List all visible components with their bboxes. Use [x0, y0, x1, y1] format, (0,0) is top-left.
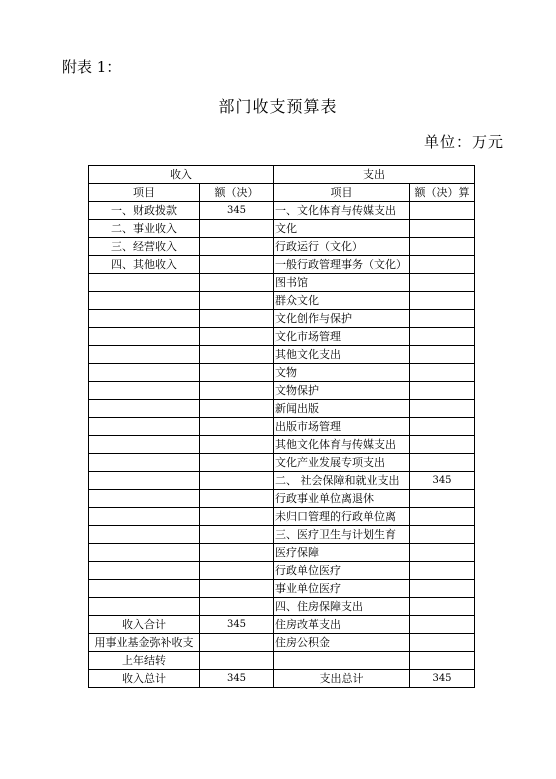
- income-item-cell: [89, 454, 200, 472]
- expense-item-cell: 文化产业发展专项支出: [274, 454, 410, 472]
- income-amount-cell: [200, 238, 274, 256]
- income-item-cell: [89, 544, 200, 562]
- expense-item-cell: 群众文化: [274, 292, 410, 310]
- table-row: [89, 472, 475, 490]
- income-item-cell: [89, 472, 200, 490]
- expense-item-cell: [274, 652, 410, 670]
- table-row: [89, 328, 475, 346]
- expense-total-amount: 345: [410, 670, 475, 688]
- income-item-cell: [89, 418, 200, 436]
- income-amount-cell: [200, 562, 274, 580]
- table-row: [89, 346, 475, 364]
- income-item-cell: [89, 382, 200, 400]
- expense-item-cell: 文化创作与保护: [274, 310, 410, 328]
- income-amount-cell: [200, 400, 274, 418]
- income-amount-cell: [200, 256, 274, 274]
- income-amount-cell: [200, 472, 274, 490]
- income-item-cell: [89, 364, 200, 382]
- totals-row: [89, 670, 475, 688]
- expense-amount-header: 额（决）算: [410, 184, 475, 202]
- expense-amount-cell: [410, 598, 475, 616]
- income-amount-cell: [200, 310, 274, 328]
- table-row: [89, 238, 475, 256]
- income-amount-cell: [200, 436, 274, 454]
- income-amount-cell: [200, 382, 274, 400]
- expense-amount-cell: [410, 616, 475, 634]
- table-row: [89, 310, 475, 328]
- expense-item-cell: 事业单位医疗: [274, 580, 410, 598]
- table-row: [89, 634, 475, 652]
- income-item-cell: [89, 598, 200, 616]
- expense-amount-cell: [410, 220, 475, 238]
- expense-amount-cell: [410, 490, 475, 508]
- expense-item-cell: 一般行政管理事务（文化）: [274, 256, 410, 274]
- expense-item-cell: 未归口管理的行政单位离: [274, 508, 410, 526]
- income-amount-header: 额（决）: [200, 184, 274, 202]
- income-amount-cell: [200, 526, 274, 544]
- table-row: [89, 418, 475, 436]
- expense-amount-cell: [410, 508, 475, 526]
- expense-item-cell: 文化市场管理: [274, 328, 410, 346]
- table-row: [89, 544, 475, 562]
- table-row: [89, 274, 475, 292]
- income-item-cell: 一、财政拨款: [89, 202, 200, 220]
- table-row: [89, 508, 475, 526]
- income-item-cell: [89, 346, 200, 364]
- expense-total-label: 支出总计: [274, 670, 410, 688]
- expense-item-cell: 二、 社会保障和就业支出: [274, 472, 410, 490]
- header-row-sections: [89, 166, 475, 184]
- expense-item-cell: 文化: [274, 220, 410, 238]
- expense-item-cell: 三、医疗卫生与计划生育: [274, 526, 410, 544]
- income-item-cell: 用事业基金弥补收支: [89, 634, 200, 652]
- income-item-cell: 收入合计: [89, 616, 200, 634]
- income-amount-cell: [200, 454, 274, 472]
- income-item-cell: 四、其他收入: [89, 256, 200, 274]
- income-amount-cell: [200, 346, 274, 364]
- table-row: [89, 454, 475, 472]
- income-item-cell: [89, 310, 200, 328]
- expense-amount-cell: [410, 328, 475, 346]
- income-item-cell: [89, 436, 200, 454]
- expense-amount-cell: [410, 310, 475, 328]
- table-row: [89, 400, 475, 418]
- expense-amount-cell: [410, 346, 475, 364]
- page-title: 部门收支预算表: [218, 97, 338, 116]
- expense-amount-cell: [410, 562, 475, 580]
- budget-table: [88, 165, 475, 688]
- income-item-cell: [89, 508, 200, 526]
- expense-item-cell: 新闻出版: [274, 400, 410, 418]
- income-item-cell: [89, 292, 200, 310]
- expense-amount-cell: [410, 238, 475, 256]
- expense-item-cell: 图书馆: [274, 274, 410, 292]
- expense-header: 支出: [274, 166, 475, 184]
- table-row: [89, 598, 475, 616]
- income-amount-cell: 345: [200, 202, 274, 220]
- expense-amount-cell: [410, 418, 475, 436]
- income-item-cell: [89, 490, 200, 508]
- table-row: [89, 292, 475, 310]
- income-amount-cell: [200, 220, 274, 238]
- expense-amount-cell: [410, 364, 475, 382]
- expense-amount-cell: [410, 400, 475, 418]
- expense-amount-cell: [410, 580, 475, 598]
- income-amount-cell: [200, 328, 274, 346]
- table-row: [89, 562, 475, 580]
- expense-item-cell: 出版市场管理: [274, 418, 410, 436]
- table-row: [89, 490, 475, 508]
- income-item-header: 项目: [89, 184, 200, 202]
- income-amount-cell: [200, 364, 274, 382]
- income-total-amount: 345: [200, 670, 274, 688]
- expense-item-header: 项目: [274, 184, 410, 202]
- table-row: [89, 220, 475, 238]
- expense-item-cell: 医疗保障: [274, 544, 410, 562]
- table-row: [89, 436, 475, 454]
- income-amount-cell: [200, 634, 274, 652]
- income-amount-cell: [200, 274, 274, 292]
- expense-item-cell: 文物保护: [274, 382, 410, 400]
- income-item-cell: 二、事业收入: [89, 220, 200, 238]
- expense-amount-cell: 345: [410, 472, 475, 490]
- income-amount-cell: [200, 508, 274, 526]
- expense-amount-cell: [410, 292, 475, 310]
- table-row: [89, 616, 475, 634]
- expense-item-cell: 住房公积金: [274, 634, 410, 652]
- expense-amount-cell: [410, 436, 475, 454]
- table-row: [89, 580, 475, 598]
- expense-amount-cell: [410, 544, 475, 562]
- expense-item-cell: 其他文化体育与传媒支出: [274, 436, 410, 454]
- income-amount-cell: [200, 598, 274, 616]
- expense-amount-cell: [410, 256, 475, 274]
- income-item-cell: 上年结转: [89, 652, 200, 670]
- income-amount-cell: [200, 580, 274, 598]
- expense-amount-cell: [410, 652, 475, 670]
- income-amount-cell: [200, 490, 274, 508]
- income-amount-cell: [200, 292, 274, 310]
- expense-amount-cell: [410, 382, 475, 400]
- table-row: [89, 256, 475, 274]
- attachment-label: 附表 1：: [62, 58, 122, 76]
- expense-amount-cell: [410, 274, 475, 292]
- income-amount-cell: [200, 652, 274, 670]
- unit-label: 单位：万元: [424, 133, 505, 151]
- income-item-cell: [89, 274, 200, 292]
- income-item-cell: [89, 580, 200, 598]
- expense-amount-cell: [410, 202, 475, 220]
- income-item-cell: [89, 328, 200, 346]
- expense-amount-cell: [410, 454, 475, 472]
- income-item-cell: [89, 400, 200, 418]
- income-total-label: 收入总计: [89, 670, 200, 688]
- expense-item-cell: 行政事业单位离退休: [274, 490, 410, 508]
- income-item-cell: [89, 562, 200, 580]
- expense-item-cell: 一、文化体育与传媒支出: [274, 202, 410, 220]
- income-amount-cell: 345: [200, 616, 274, 634]
- expense-amount-cell: [410, 634, 475, 652]
- expense-item-cell: 行政运行（文化）: [274, 238, 410, 256]
- table-row: [89, 652, 475, 670]
- expense-item-cell: 其他文化支出: [274, 346, 410, 364]
- income-amount-cell: [200, 544, 274, 562]
- expense-amount-cell: [410, 526, 475, 544]
- income-item-cell: 三、经营收入: [89, 238, 200, 256]
- income-amount-cell: [200, 418, 274, 436]
- expense-item-cell: 行政单位医疗: [274, 562, 410, 580]
- table-row: [89, 382, 475, 400]
- expense-item-cell: 住房改革支出: [274, 616, 410, 634]
- income-item-cell: [89, 526, 200, 544]
- expense-item-cell: 文物: [274, 364, 410, 382]
- table-row: [89, 364, 475, 382]
- header-row-columns: [89, 184, 475, 202]
- table-row: [89, 202, 475, 220]
- income-header: 收入: [89, 166, 274, 184]
- table-row: [89, 526, 475, 544]
- expense-item-cell: 四、住房保障支出: [274, 598, 410, 616]
